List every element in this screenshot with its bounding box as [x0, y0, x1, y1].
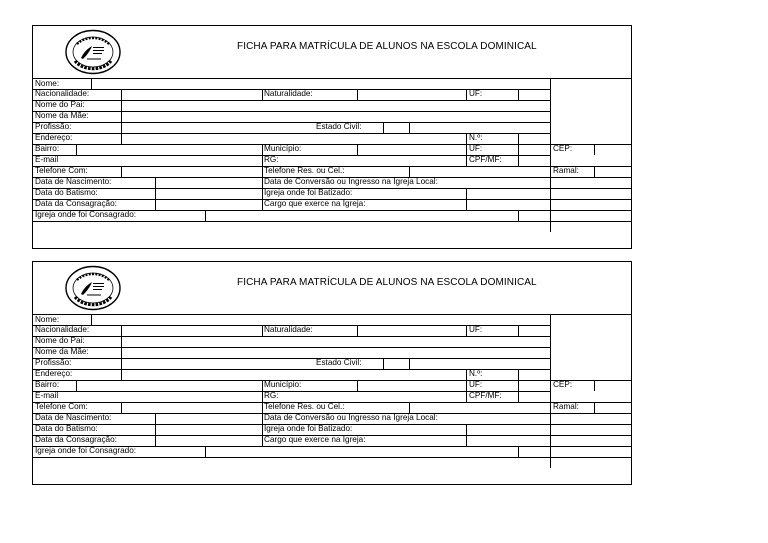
label-nome: Nome: [35, 79, 60, 88]
label-igreja-consagrado: Igreja onde foi Consagrado: [35, 210, 137, 219]
label-cargo: Cargo que exerce na Igreja: [264, 199, 366, 208]
label-telefone-res: Telefone Res. ou Cel.: [264, 402, 345, 411]
label-data-consagracao: Data da Consagração: [35, 435, 117, 444]
form-title: FICHA PARA MATRÍCULA DE ALUNOS NA ESCOLA DOMINICAL [237, 41, 537, 52]
label-numero: N.º: [469, 133, 483, 142]
label-bairro: Bairro: [35, 144, 60, 153]
label-igreja-batizado: Igreja onde foi Batizado: [264, 424, 353, 433]
label-municipio: Município: [264, 380, 302, 389]
label-endereco: Endereço: [35, 133, 73, 142]
form-grid [33, 79, 631, 248]
label-nome-pai: Nome do Pai: [35, 100, 85, 109]
label-numero: N.º: [469, 369, 483, 378]
label-profissao: Profissão: [35, 358, 72, 367]
form-grid [33, 315, 631, 484]
label-municipio: Município: [264, 144, 302, 153]
label-data-consagracao: Data da Consagração: [35, 199, 117, 208]
label-data-conversao: Data de Conversão ou Ingresso na Igreja Local: [264, 413, 438, 422]
label-data-batismo: Data do Batismo: [35, 424, 98, 433]
label-nome-mae: Nome da Mãe: [35, 347, 89, 356]
form-header [33, 262, 631, 315]
label-naturalidade: Naturalidade: [264, 325, 313, 334]
church-seal-icon [63, 28, 123, 76]
label-bairro: Bairro: [35, 380, 60, 389]
label-telefone-res: Telefone Res. ou Cel.: [264, 166, 345, 175]
label-uf: UF: [469, 89, 483, 98]
form-title: FICHA PARA MATRÍCULA DE ALUNOS NA ESCOLA DOMINICAL [237, 277, 537, 288]
label-igreja-consagrado: Igreja onde foi Consagrado: [35, 446, 137, 455]
enrollment-form-1 [32, 25, 632, 249]
label-cargo: Cargo que exerce na Igreja: [264, 435, 366, 444]
label-nome: Nome: [35, 315, 60, 324]
label-cpf: CPF/MF: [469, 391, 502, 400]
label-rg: RG: [264, 391, 279, 400]
label-telefone-com: Telefone Com: [35, 166, 88, 175]
label-email: E-mail [35, 155, 59, 164]
label-uf: UF: [469, 325, 483, 334]
label-data-nascimento: Data de Nascimento: [35, 177, 112, 186]
label-nacionalidade: Nacionalidade: [35, 325, 90, 334]
label-cep: CEP: [553, 380, 573, 389]
label-igreja-batizado: Igreja onde foi Batizado: [264, 188, 353, 197]
label-cpf: CPF/MF: [469, 155, 502, 164]
enrollment-form-2 [32, 261, 632, 485]
form-header [33, 26, 631, 79]
label-nacionalidade: Nacionalidade: [35, 89, 90, 98]
label-naturalidade: Naturalidade: [264, 89, 313, 98]
label-estado-civil: Estado Civil: [316, 358, 362, 367]
label-data-nascimento: Data de Nascimento: [35, 413, 112, 422]
label-email: E-mail [35, 391, 59, 400]
label-endereco: Endereço: [35, 369, 73, 378]
label-data-batismo: Data do Batismo: [35, 188, 98, 197]
label-ramal: Ramal: [553, 166, 579, 175]
label-data-conversao: Data de Conversão ou Ingresso na Igreja Local: [264, 177, 438, 186]
label-nome-mae: Nome da Mãe: [35, 111, 89, 120]
label-uf: UF: [469, 144, 483, 153]
label-estado-civil: Estado Civil: [316, 122, 362, 131]
label-nome-pai: Nome do Pai: [35, 336, 85, 345]
label-rg: RG: [264, 155, 279, 164]
label-telefone-com: Telefone Com: [35, 402, 88, 411]
label-profissao: Profissão: [35, 122, 72, 131]
label-uf: UF: [469, 380, 483, 389]
church-seal-icon [63, 264, 123, 312]
label-ramal: Ramal: [553, 402, 579, 411]
label-cep: CEP: [553, 144, 573, 153]
